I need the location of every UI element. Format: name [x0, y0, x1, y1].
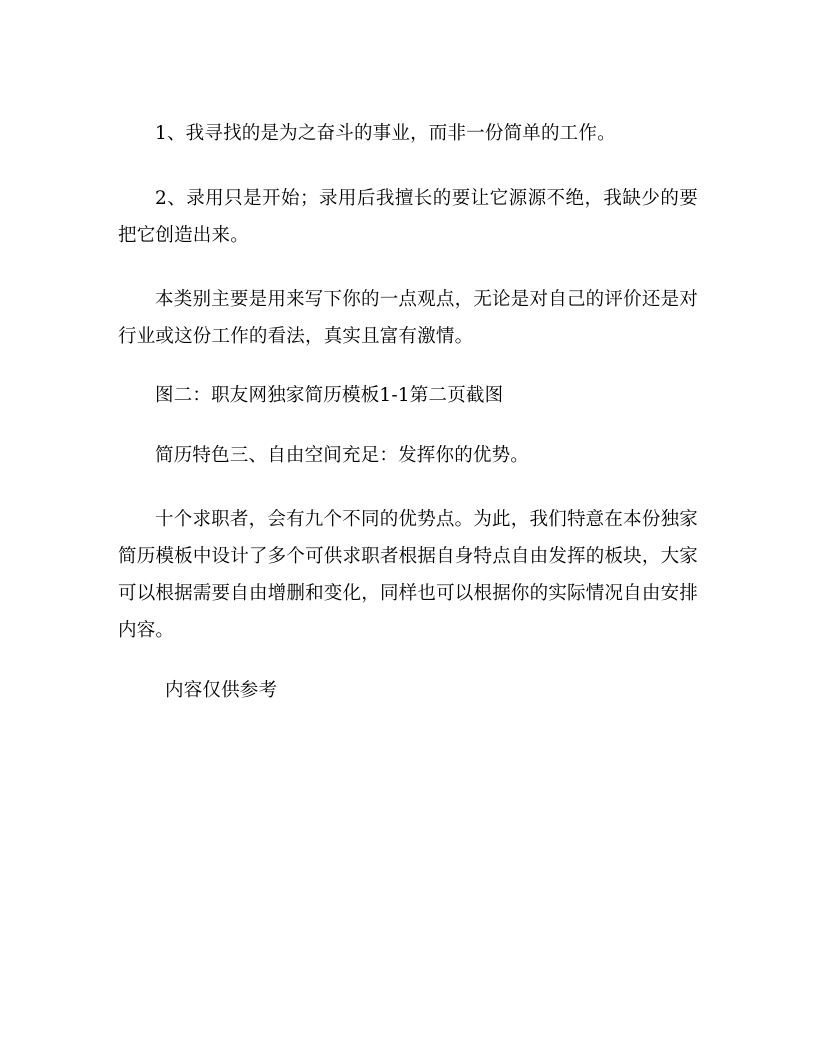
paragraph-hiring-start: 2、录用只是开始；录用后我擅长的要让它源源不绝，我缺少的要把它创造出来。 — [118, 188, 698, 246]
feature-heading: 简历特色三、自由空间充足：发挥你的优势。 — [155, 445, 530, 466]
paragraph-career-goal: 1、我寻找的是为之奋斗的事业，而非一份简单的工作。 — [155, 123, 616, 144]
paragraph-category-description: 本类别主要是用来写下你的一点观点，无论是对自己的评价还是对行业或这份工作的看法，真实且富有激情。 — [118, 289, 698, 347]
figure-caption: 图二：职友网独家简历模板1-1第二页截图 — [155, 385, 504, 406]
paragraph-feature-description: 十个求职者，会有九个不同的优势点。为此，我们特意在本份独家简历模板中设计了多个可供求职者根据自身特点自由发挥的板块，大家可以根据需要自由增删和变化，同样也可以根据你的实际情况自由安排内容。 — [118, 509, 698, 641]
reference-note: 内容仅供参考 — [165, 680, 278, 701]
